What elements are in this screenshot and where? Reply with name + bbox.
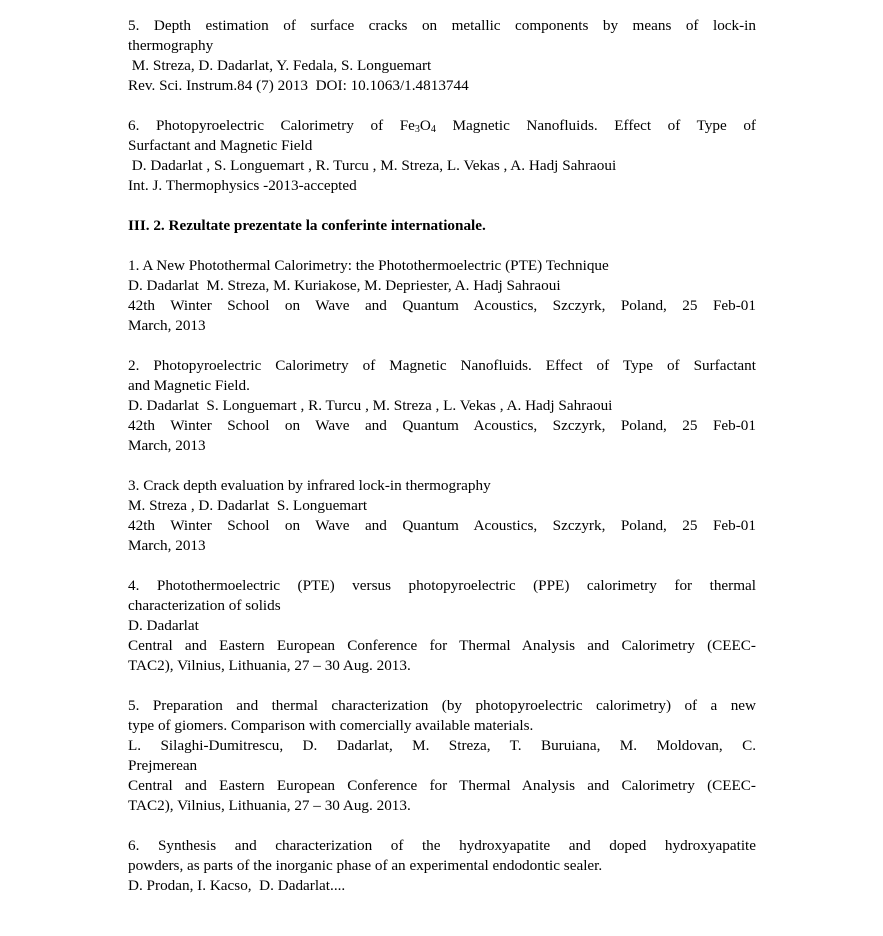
entry-authors: M. Streza, D. Dadarlat, Y. Fedala, S. Longuemart <box>128 57 432 74</box>
entry-authors: D. Dadarlat , S. Longuemart , R. Turcu , M. Streza, L. Vekas , A. Hadj Sahraoui <box>128 157 617 174</box>
conference-entry <box>128 356 756 456</box>
title-part: 6. Photopyroelectric Calorimetry of Fe <box>128 117 415 134</box>
entry-authors-cont: Prejmerean <box>128 757 198 774</box>
entry-title-cont: and Magnetic Field. <box>128 377 250 394</box>
entry-date: March, 2013 <box>128 317 206 334</box>
conference-entry <box>128 476 756 556</box>
conference-entry <box>128 576 756 676</box>
entry-title-cont: Surfactant and Magnetic Field <box>128 137 313 154</box>
entry-title: 5. Preparation and thermal characterization (by photopyroelectric calorimetry) of a new <box>128 697 756 714</box>
entry-authors: L. Silaghi-Dumitrescu, D. Dadarlat, M. Streza, T. Buruiana, M. Moldovan, C. <box>128 737 756 754</box>
entry-title: 3. Crack depth evaluation by infrared lock-in thermography <box>128 477 491 494</box>
entry-title: 1. A New Photothermal Calorimetry: the Photothermoelectric (PTE) Technique <box>128 257 609 274</box>
subscript: 3 <box>414 124 420 135</box>
entry-title-cont: thermography <box>128 37 214 54</box>
entry-venue: Central and Eastern European Conference for Thermal Analysis and Calorimetry (CEEC- <box>128 777 756 794</box>
subscript: 4 <box>430 124 436 135</box>
title-part: O <box>419 117 431 134</box>
entry-title-cont: powders, as parts of the inorganic phase of an experimental endodontic sealer. <box>128 857 603 874</box>
entry-venue: 42th Winter School on Wave and Quantum Acoustics, Szczyrk, Poland, 25 Feb-01 <box>128 417 756 434</box>
entry-title: 5. Depth estimation of surface cracks on metallic components by means of lock-in <box>128 17 756 34</box>
entry-authors: D. Dadarlat S. Longuemart , R. Turcu , M. Streza , L. Vekas , A. Hadj Sahraoui <box>128 397 613 414</box>
entry-date: March, 2013 <box>128 437 206 454</box>
entry-reference: Int. J. Thermophysics -2013-accepted <box>128 177 357 194</box>
entry-title: 2. Photopyroelectric Calorimetry of Magnetic Nanofluids. Effect of Type of Surfactant <box>128 357 756 374</box>
conference-entry <box>128 836 756 896</box>
title-part: Magnetic Nanofluids. Effect of Type of <box>435 117 756 134</box>
entry-authors: D. Dadarlat M. Streza, M. Kuriakose, M. Depriester, A. Hadj Sahraoui <box>128 277 561 294</box>
entry-date: March, 2013 <box>128 537 206 554</box>
entry-authors: D. Dadarlat <box>128 617 199 634</box>
section-heading: III. 2. Rezultate prezentate la conferinte internationale. <box>128 217 486 234</box>
entry-venue: 42th Winter School on Wave and Quantum Acoustics, Szczyrk, Poland, 25 Feb-01 <box>128 297 756 314</box>
entry-venue-cont: TAC2), Vilnius, Lithuania, 27 – 30 Aug. 2013. <box>128 657 411 674</box>
entry-venue: 42th Winter School on Wave and Quantum Acoustics, Szczyrk, Poland, 25 Feb-01 <box>128 517 756 534</box>
entry-authors: M. Streza , D. Dadarlat S. Longuemart <box>128 497 368 514</box>
entry-title: 4. Photothermoelectric (PTE) versus photopyroelectric (PPE) calorimetry for thermal <box>128 577 756 594</box>
conference-entry <box>128 256 756 336</box>
entry-title-cont: characterization of solids <box>128 597 281 614</box>
entry-authors: D. Prodan, I. Kacso, D. Dadarlat.... <box>128 877 346 894</box>
journal-entry <box>128 16 756 96</box>
journal-entry <box>128 116 756 196</box>
document-page <box>128 16 756 916</box>
entry-title: 6. Synthesis and characterization of the hydroxyapatite and doped hydroxyapatite <box>128 837 756 854</box>
entry-title-cont: type of giomers. Comparison with comercially available materials. <box>128 717 534 734</box>
entry-venue: Central and Eastern European Conference for Thermal Analysis and Calorimetry (CEEC- <box>128 637 756 654</box>
conference-entry <box>128 696 756 816</box>
entry-venue-cont: TAC2), Vilnius, Lithuania, 27 – 30 Aug. 2013. <box>128 797 411 814</box>
entry-title <box>128 116 756 136</box>
entry-reference: Rev. Sci. Instrum.84 (7) 2013 DOI: 10.1063/1.4813744 <box>128 77 469 94</box>
